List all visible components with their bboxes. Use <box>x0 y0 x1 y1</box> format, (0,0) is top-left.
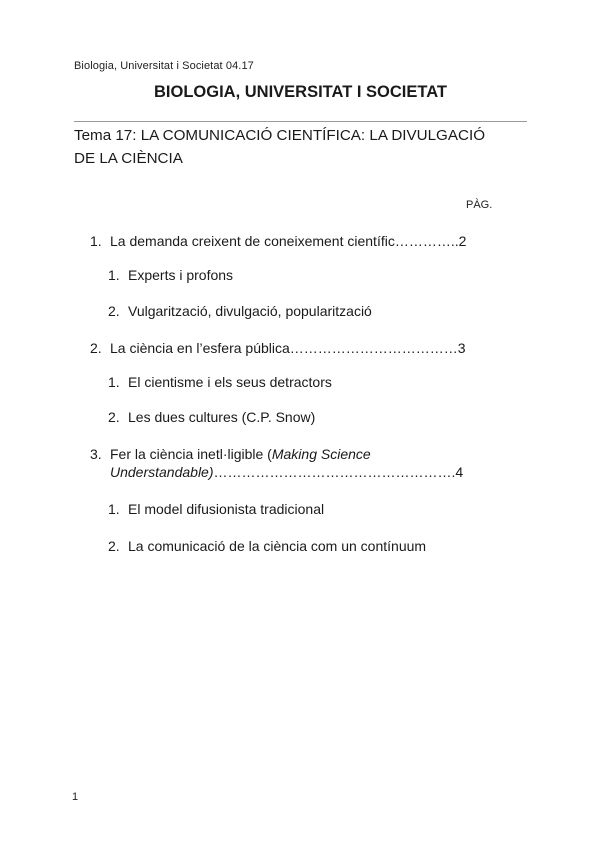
toc-section-text: La demanda creixent de coneixement científic…………..2 <box>110 233 467 249</box>
toc-subsection-3-1 <box>108 500 324 518</box>
toc-subsection-text: Experts i profons <box>128 267 234 283</box>
toc-subsection-2-2 <box>108 408 315 426</box>
topic-heading <box>74 124 530 170</box>
toc-section-text-suffix: …………………………………………….4 <box>213 464 464 480</box>
title-divider <box>74 121 527 122</box>
page-number: 1 <box>72 791 79 803</box>
toc-section-number: 2. <box>90 340 102 356</box>
topic-heading-line-1: Tema 17: LA COMUNICACIÓ CIENTÍFICA: LA DIVULGACIÓ <box>74 127 486 144</box>
toc-subsection-number: 2. <box>108 409 120 425</box>
document-title: BIOLOGIA, UNIVERSITAT I SOCIETAT <box>153 83 448 101</box>
toc-section-text-prefix: Fer la ciència inetl·ligible ( <box>110 446 272 462</box>
page-column-label: PÀG. <box>466 199 493 211</box>
toc-section-3-continuation <box>110 463 463 481</box>
toc-subsection-number: 1. <box>108 267 120 283</box>
toc-subsection-number: 2. <box>108 303 120 319</box>
toc-subsection-text: Les dues cultures (C.P. Snow) <box>128 409 316 425</box>
running-header: Biologia, Universitat i Societat 04.17 <box>74 60 254 72</box>
toc-section-number: 3. <box>90 446 102 462</box>
toc-section-3 <box>90 445 371 463</box>
toc-section-2 <box>90 339 466 357</box>
toc-subsection-1-1 <box>108 266 233 284</box>
toc-section-number: 1. <box>90 233 102 249</box>
toc-section-text-italic: Making Science <box>271 446 371 462</box>
toc-subsection-text: El cientisme i els seus detractors <box>128 374 332 390</box>
toc-subsection-2-1 <box>108 373 332 391</box>
toc-subsection-text: La comunicació de la ciència com un contínuum <box>128 538 427 554</box>
toc-section-text: La ciència en l’esfera pública………………………………3 <box>110 340 466 356</box>
toc-subsection-number: 2. <box>108 538 120 554</box>
toc-section-1 <box>90 232 466 250</box>
topic-heading-line-2: DE LA CIÈNCIA <box>74 150 183 167</box>
toc-subsection-number: 1. <box>108 501 120 517</box>
toc-subsection-text: Vulgarització, divulgació, popularització <box>128 303 372 319</box>
toc-section-text-italic: Understandable) <box>110 464 214 480</box>
toc-subsection-text: El model difusionista tradicional <box>128 501 325 517</box>
toc-subsection-number: 1. <box>108 374 120 390</box>
toc-subsection-3-2 <box>108 537 426 555</box>
toc-subsection-1-2 <box>108 302 372 320</box>
